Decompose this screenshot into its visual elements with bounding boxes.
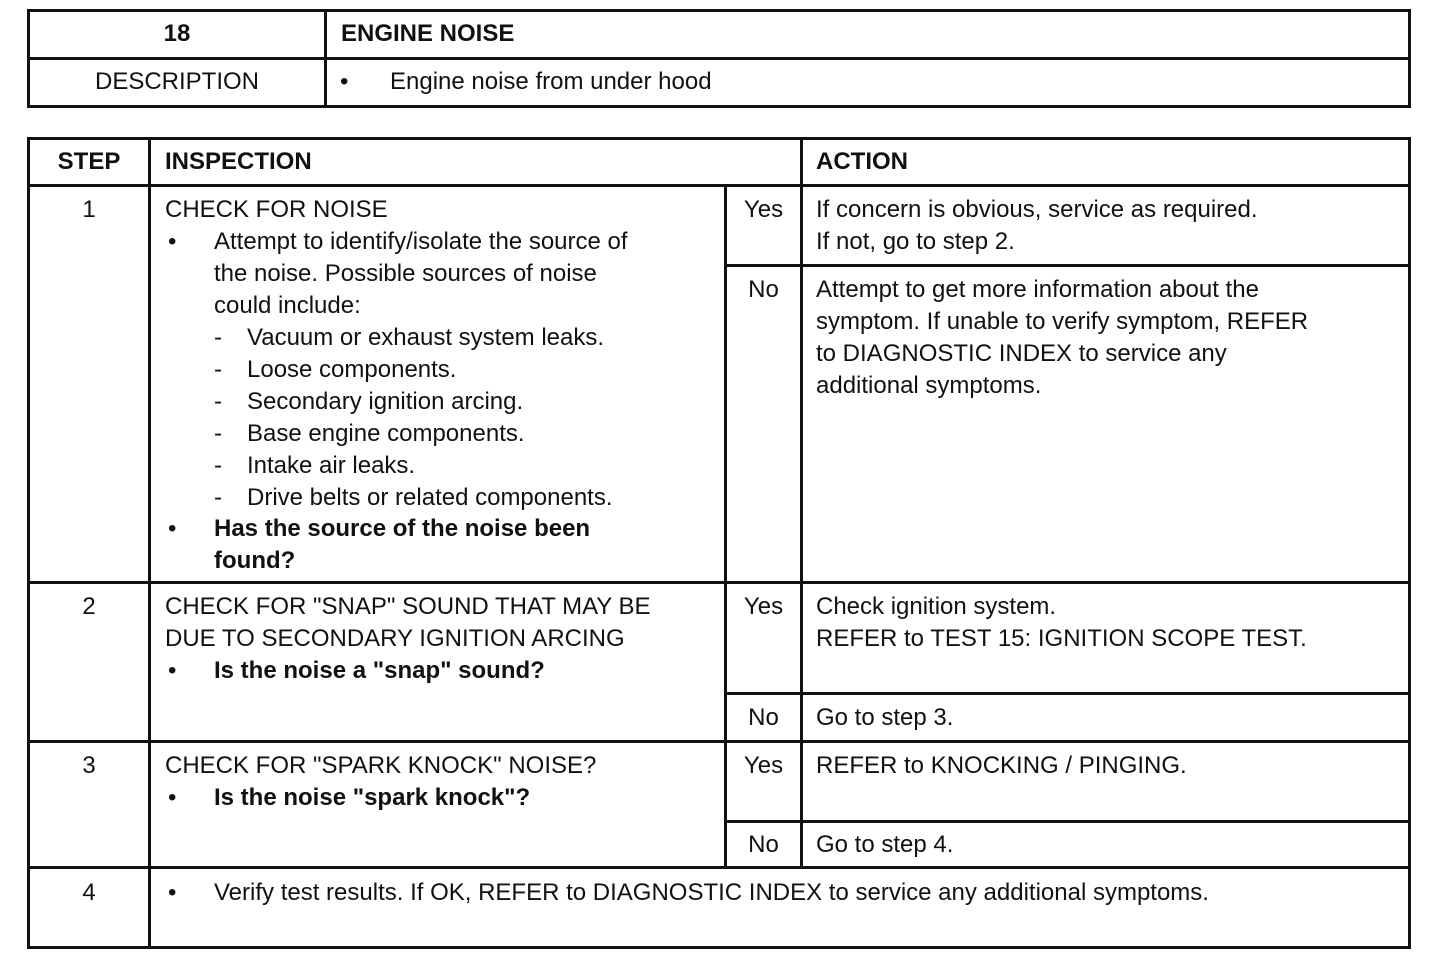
step2-no-action: Go to step 3. bbox=[816, 704, 954, 731]
column-header-inspection: INSPECTION bbox=[165, 148, 312, 175]
noise-source-item: Secondary ignition arcing. bbox=[247, 388, 524, 415]
step2-yes-action: REFER to TEST 15: IGNITION SCOPE TEST. bbox=[816, 625, 1307, 652]
step3-question: Is the noise "spark knock"? bbox=[214, 784, 531, 811]
step-number: 3 bbox=[82, 752, 96, 779]
description-label: DESCRIPTION bbox=[94, 68, 259, 95]
step2-inspection-title: CHECK FOR "SNAP" SOUND THAT MAY BE bbox=[165, 593, 651, 620]
no-label: No bbox=[748, 831, 779, 858]
yes-label: Yes bbox=[743, 752, 784, 779]
bullet-icon: • bbox=[168, 228, 177, 255]
bullet-icon: • bbox=[340, 68, 349, 95]
bullet-icon: • bbox=[168, 879, 177, 906]
step1-no-action: additional symptoms. bbox=[816, 372, 1042, 399]
step2-yes-action: Check ignition system. bbox=[816, 593, 1057, 620]
dash-icon: - bbox=[214, 356, 222, 383]
step-number: 1 bbox=[82, 196, 96, 223]
dash-icon: - bbox=[214, 452, 222, 479]
step1-inspection-line: Attempt to identify/isolate the source of bbox=[214, 228, 628, 255]
step4-instruction: Verify test results. If OK, REFER to DIAGNOSTIC INDEX to service any additional symptoms. bbox=[214, 879, 1209, 906]
test-number: 18 bbox=[163, 20, 191, 47]
step2-inspection-title: DUE TO SECONDARY IGNITION ARCING bbox=[165, 625, 625, 652]
description-text: Engine noise from under hood bbox=[390, 68, 712, 95]
action-column-divider bbox=[800, 137, 803, 868]
header-divider bbox=[27, 57, 1411, 60]
step3-bottom-divider bbox=[27, 866, 1411, 869]
step3-yes-no-divider bbox=[724, 820, 1411, 823]
noise-source-item: Base engine components. bbox=[247, 420, 525, 447]
step1-yes-action: If not, go to step 2. bbox=[816, 228, 1015, 255]
yes-label: Yes bbox=[743, 593, 784, 620]
dash-icon: - bbox=[214, 420, 222, 447]
step3-yes-action: REFER to KNOCKING / PINGING. bbox=[816, 752, 1187, 779]
step1-no-action: to DIAGNOSTIC INDEX to service any bbox=[816, 340, 1227, 367]
step-column-divider bbox=[148, 137, 151, 949]
step1-inspection-line: the noise. Possible sources of noise bbox=[214, 260, 597, 287]
step1-yes-action: If concern is obvious, service as required. bbox=[816, 196, 1258, 223]
step2-bottom-divider bbox=[27, 740, 1411, 743]
bullet-icon: • bbox=[168, 515, 177, 542]
step-number: 2 bbox=[82, 593, 96, 620]
step1-bottom-divider bbox=[27, 581, 1411, 584]
step2-question: Is the noise a "snap" sound? bbox=[214, 657, 545, 684]
no-label: No bbox=[748, 704, 779, 731]
step1-question: Has the source of the noise been bbox=[214, 515, 591, 542]
step-number: 4 bbox=[82, 879, 96, 906]
step1-no-action: symptom. If unable to verify symptom, REFER bbox=[816, 308, 1309, 335]
step1-no-action: Attempt to get more information about the bbox=[816, 276, 1259, 303]
step3-no-action: Go to step 4. bbox=[816, 831, 954, 858]
step1-question: found? bbox=[214, 547, 296, 574]
step1-inspection-line: could include: bbox=[214, 292, 361, 319]
dash-icon: - bbox=[214, 324, 222, 351]
step2-yes-no-divider bbox=[724, 692, 1411, 695]
noise-source-item: Intake air leaks. bbox=[247, 452, 416, 479]
header-column-divider bbox=[324, 9, 327, 108]
column-header-action: ACTION bbox=[816, 148, 908, 175]
column-header-divider bbox=[27, 184, 1411, 187]
column-header-step: STEP bbox=[57, 148, 121, 175]
noise-source-item: Vacuum or exhaust system leaks. bbox=[247, 324, 605, 351]
step1-yes-no-divider bbox=[724, 264, 1411, 267]
noise-source-item: Loose components. bbox=[247, 356, 457, 383]
step3-inspection-title: CHECK FOR "SPARK KNOCK" NOISE? bbox=[165, 752, 597, 779]
no-label: No bbox=[748, 276, 779, 303]
test-title: ENGINE NOISE bbox=[341, 20, 515, 47]
bullet-icon: • bbox=[168, 784, 177, 811]
yes-label: Yes bbox=[743, 196, 784, 223]
step1-inspection-title: CHECK FOR NOISE bbox=[165, 196, 388, 223]
bullet-icon: • bbox=[168, 657, 177, 684]
dash-icon: - bbox=[214, 484, 222, 511]
noise-source-item: Drive belts or related components. bbox=[247, 484, 613, 511]
dash-icon: - bbox=[214, 388, 222, 415]
